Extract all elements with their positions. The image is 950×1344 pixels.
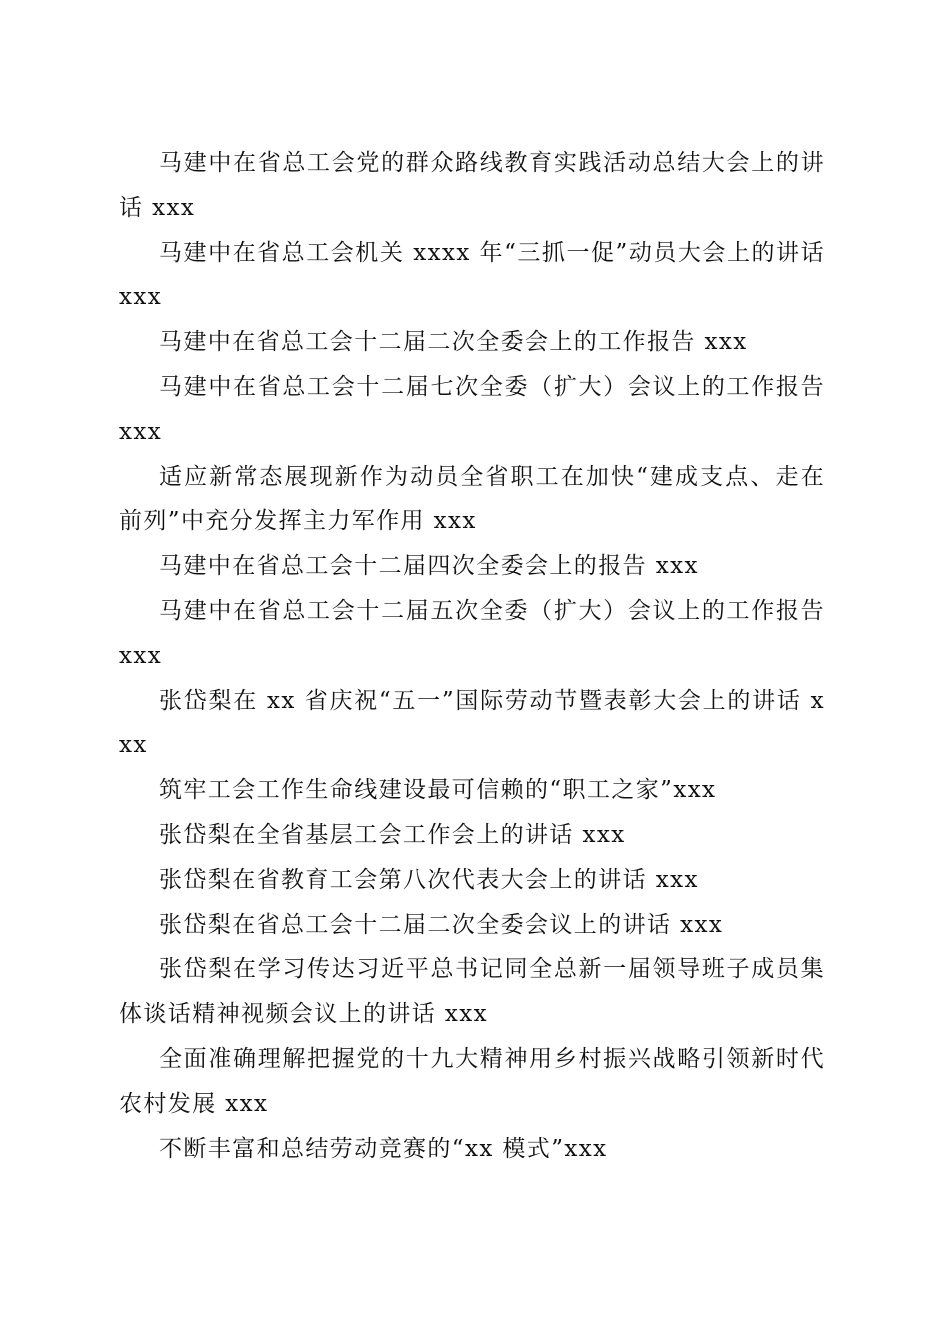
list-item: 张岱梨在 xx 省庆祝“五一”国际劳动节暨表彰大会上的讲话 xxx bbox=[119, 687, 825, 759]
list-item: 适应新常态展现新作为动员全省职工在加快“建成支点、走在前列”中充分发挥主力军作用 xxx bbox=[119, 463, 825, 535]
list-item: 张岱梨在学习传达习近平总书记同全总新一届领导班子成员集体谈话精神视频会议上的讲话 xxx bbox=[119, 956, 825, 1028]
list-item: 马建中在省总工会十二届五次全委（扩大）会议上的工作报告 xxx bbox=[119, 597, 825, 669]
list-item: 马建中在省总工会十二届四次全委会上的报告 xxx bbox=[159, 553, 699, 580]
speech-title-list bbox=[119, 141, 825, 1171]
list-item: 张岱梨在省总工会十二届二次全委会议上的讲话 xxx bbox=[159, 911, 724, 938]
list-item: 马建中在省总工会十二届七次全委（扩大）会议上的工作报告 xxx bbox=[119, 373, 825, 445]
list-item: 马建中在省总工会机关 xxxx 年“三抓一促”动员大会上的讲话 xxx bbox=[119, 239, 825, 311]
list-item: 马建中在省总工会十二届二次全委会上的工作报告 xxx bbox=[159, 329, 748, 356]
list-item: 张岱梨在全省基层工会工作会上的讲话 xxx bbox=[159, 821, 626, 848]
list-item: 张岱梨在省教育工会第八次代表大会上的讲话 xxx bbox=[159, 866, 699, 893]
list-item: 全面准确理解把握党的十九大精神用乡村振兴战略引领新时代农村发展 xxx bbox=[119, 1045, 825, 1117]
list-item: 马建中在省总工会党的群众路线教育实践活动总结大会上的讲话 xxx bbox=[119, 150, 825, 221]
list-item: 不断丰富和总结劳动竞赛的“xx 模式”xxx bbox=[159, 1135, 608, 1162]
list-item: 筑牢工会工作生命线建设最可信赖的“职工之家”xxx bbox=[159, 777, 717, 804]
